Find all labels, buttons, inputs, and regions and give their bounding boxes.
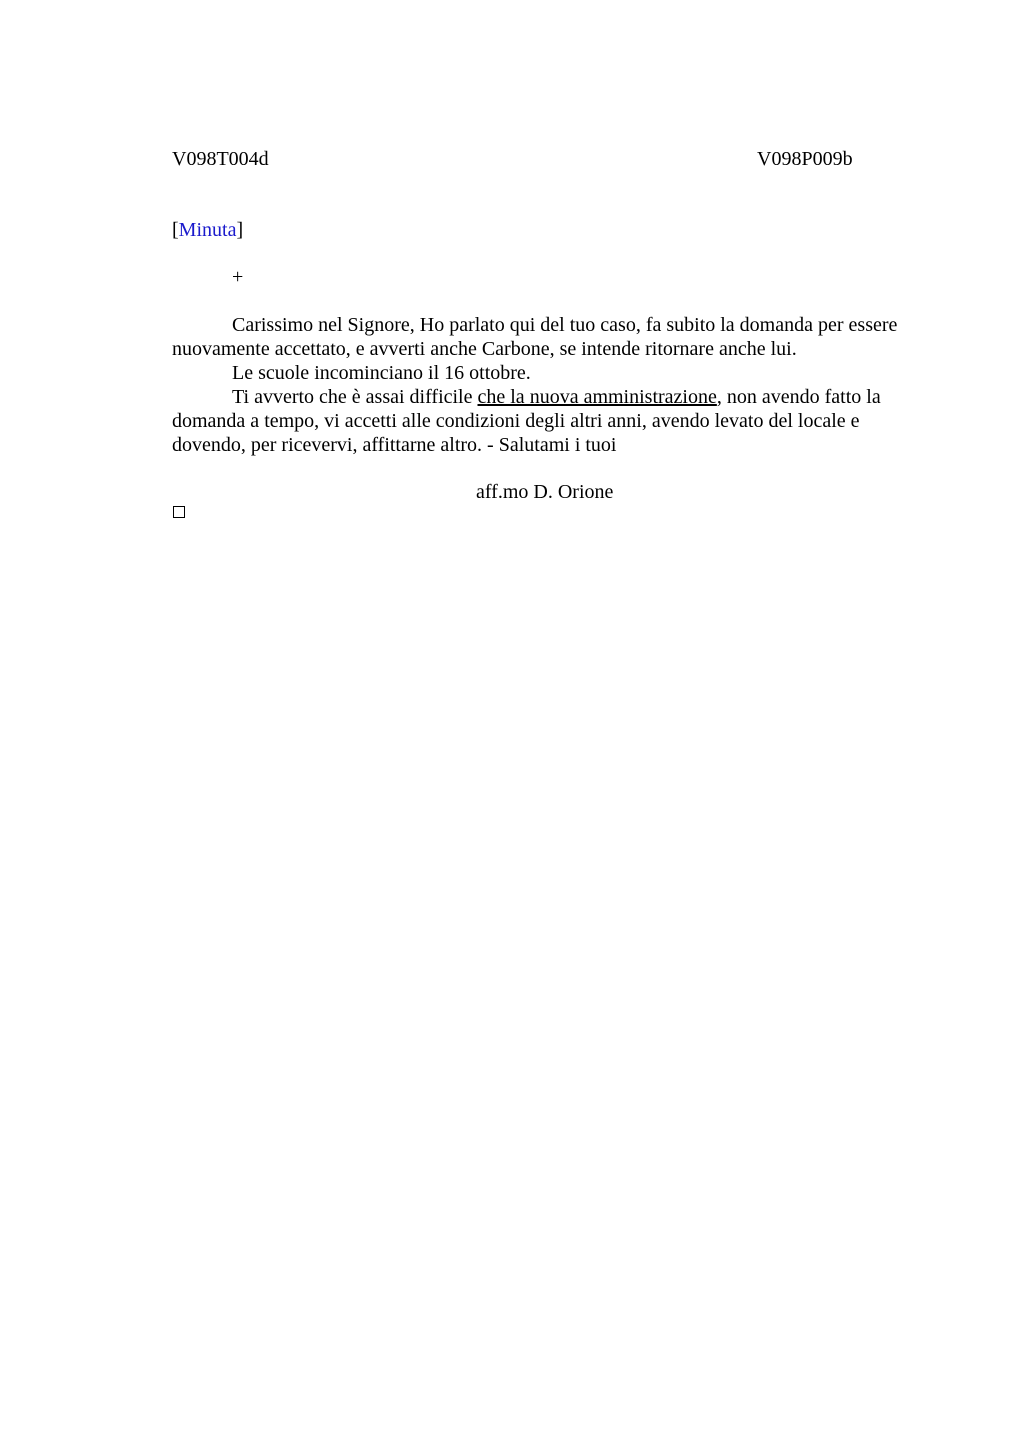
minuta-link[interactable]: Minuta — [178, 219, 237, 241]
letter-paragraph-3-start: Ti avverto che è assai difficile — [232, 386, 478, 408]
letter-body — [172, 313, 922, 457]
letter-paragraph-3-end: , non avendo fatto la domanda a tempo, vi accetti alle condizioni degli altri anni, avendo levato del locale e dovendo, per ricevervi, affittarne altro. - Salutami i tuoi — [172, 386, 881, 456]
letter-paragraph-3 — [172, 385, 922, 457]
signature: aff.mo D. Orione — [476, 481, 614, 503]
letter-paragraph-1: Carissimo nel Signore, Ho parlato qui del tuo caso, fa subito la domanda per essere nuovamente accettato, e avverti anche Carbone, se intende ritornare anche lui. — [172, 314, 898, 360]
end-box-icon — [173, 506, 185, 518]
cross-symbol: + — [232, 266, 244, 288]
minuta-close-bracket: ] — [236, 219, 244, 241]
underlined-phrase: che la nuova amministrazione — [477, 386, 717, 408]
minuta-label — [172, 218, 243, 242]
letter-paragraph-2: Le scuole incominciano il 16 ottobre. — [232, 362, 531, 384]
document-reference-left: V098T004d — [172, 148, 269, 170]
document-reference-right: V098P009b — [757, 148, 853, 170]
minuta-open-bracket: [ — [172, 219, 179, 241]
